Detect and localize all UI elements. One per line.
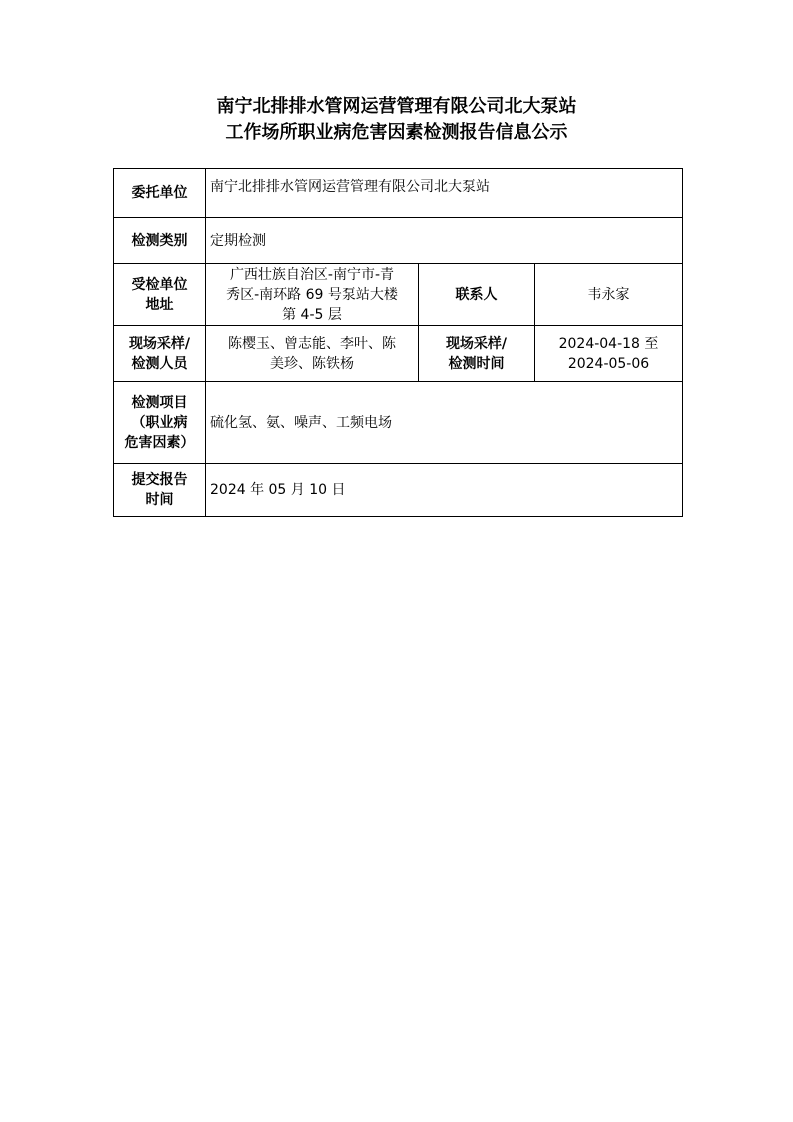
time-value [535,326,683,382]
staff-value [206,326,419,382]
table-row-address [114,264,683,326]
category-value: 定期检测 [206,218,683,264]
contact-label: 联系人 [419,264,535,326]
page-title-line-1: 南宁北排排水管网运营管理有限公司北大泵站 [216,96,577,117]
address-value-line-2: 秀区-南环路 69 号泵站大楼 [226,286,398,303]
info-table [113,168,683,517]
address-value-line-1: 广西壮族自治区-南宁市-青 [229,266,395,283]
table-row-items [114,382,683,464]
items-value: 硫化氢、氨、噪声、工频电场 [206,382,683,464]
table-row-client [114,169,683,218]
table-row-staff-time [114,326,683,382]
address-label [114,264,206,326]
report-label-line-1: 提交报告 [131,472,188,488]
table-row-category [114,218,683,264]
time-value-line-1: 2024-04-18 至 [558,335,659,352]
staff-label [114,326,206,382]
address-label-line-1: 受检单位 [131,276,188,293]
contact-value: 韦永家 [535,264,683,326]
items-label-line-3: 危害因素） [124,434,195,451]
time-label-line-1: 现场采样/ [445,335,508,352]
time-label-line-2: 检测时间 [448,355,505,372]
report-value: 2024 年 05 月 10 日 [206,464,683,517]
staff-label-line-2: 检测人员 [131,355,188,372]
time-label [419,326,535,382]
client-label: 委托单位 [114,169,206,218]
address-label-line-2: 地址 [145,296,174,313]
address-value [206,264,419,326]
page-title-line-2: 工作场所职业病危害因素检测报告信息公示 [225,122,568,143]
staff-value-line-1: 陈樱玉、曾志能、李叶、陈 [228,335,396,352]
report-label [114,464,206,517]
staff-label-line-1: 现场采样/ [128,335,191,352]
staff-value-line-2: 美珍、陈铁杨 [270,355,354,372]
report-label-line-2: 时间 [145,492,174,508]
client-value: 南宁北排排水管网运营管理有限公司北大泵站 [206,169,683,218]
address-value-line-3: 第 4-5 层 [282,306,342,323]
items-label [114,382,206,464]
category-label: 检测类别 [114,218,206,264]
items-label-line-2: （职业病 [131,414,188,431]
items-label-line-1: 检测项目 [131,394,188,411]
time-value-line-2: 2024-05-06 [567,355,650,372]
table-row-report [114,464,683,517]
